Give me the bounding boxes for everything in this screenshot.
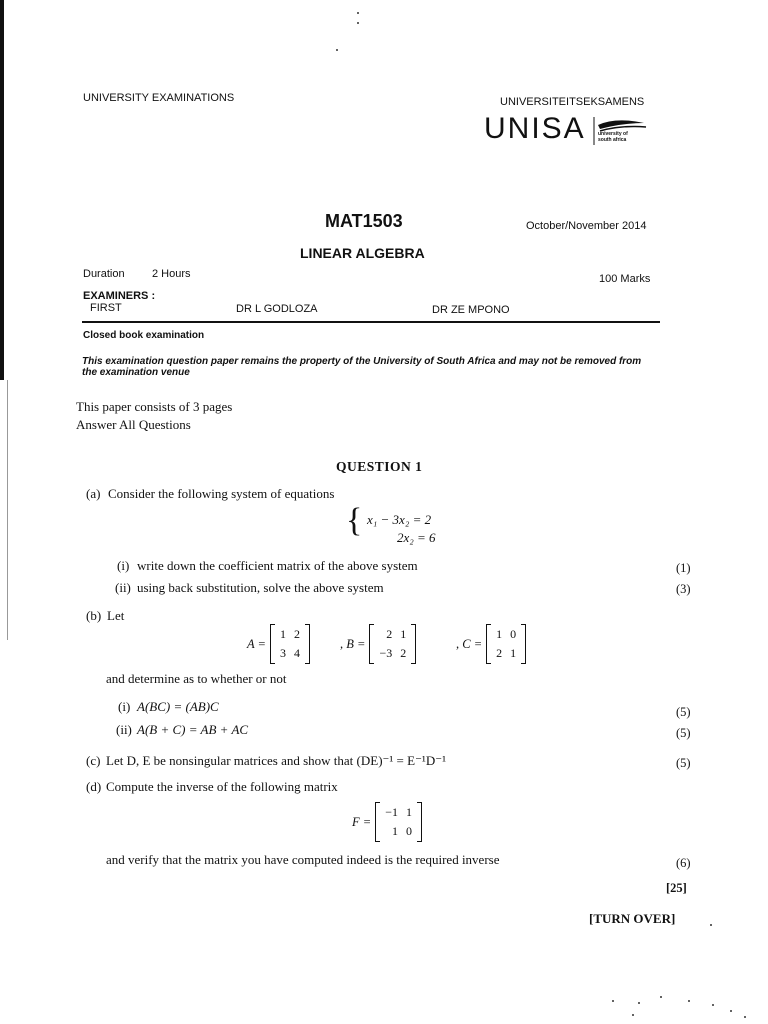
- part-c-label: (c): [86, 753, 101, 768]
- total-marks: 100 Marks: [599, 273, 651, 285]
- part-b-i-label: (i): [118, 699, 131, 714]
- header-left: UNIVERSITY EXAMINATIONS: [83, 92, 235, 104]
- course-title: LINEAR ALGEBRA: [300, 245, 425, 261]
- matrix-b-cell: 2: [386, 627, 393, 641]
- part-a-ii-marks: (3): [676, 582, 691, 596]
- matrix-f-cell: 1: [391, 824, 398, 838]
- header-right: UNIVERSITEITSEKSAMENS: [500, 96, 645, 108]
- part-a-i-text: write down the coefficient matrix of the above system: [137, 558, 418, 573]
- part-d-verify: and verify that the matrix you have computed indeed is the required inverse: [106, 852, 500, 867]
- matrix-b-cell: 2: [400, 646, 407, 660]
- matrix-a-label: A =: [247, 636, 266, 651]
- matrix-f-cell: 0: [405, 824, 412, 838]
- matrix-c-cell: 2: [496, 646, 503, 660]
- matrix-f-label: F =: [352, 814, 372, 829]
- scan-edge-line: [7, 380, 8, 640]
- part-b-ii-marks: (5): [676, 726, 691, 740]
- part-a-label: (a): [86, 486, 101, 501]
- matrix-b-label: , B =: [340, 636, 366, 651]
- pages-note: This paper consists of 3 pages: [76, 399, 233, 414]
- matrix-a-cell: 3: [279, 646, 286, 660]
- part-d-label: (d): [86, 779, 102, 794]
- part-b-i-marks: (5): [676, 705, 691, 719]
- scan-speck: [612, 1000, 614, 1002]
- part-b-label: (b): [86, 608, 102, 623]
- matrix-f-cell: 1: [405, 805, 412, 819]
- scan-speck: [638, 1002, 640, 1004]
- scan-speck: [357, 12, 359, 14]
- exam-session: October/November 2014: [526, 220, 647, 232]
- equation-1: x₁ − 3x₂ = 2: [367, 512, 432, 527]
- scan-edge-bar: [0, 0, 4, 380]
- turn-over: [TURN OVER]: [589, 911, 676, 926]
- examiners-label: EXAMINERS :: [83, 290, 156, 302]
- matrix-c-cell: 1: [510, 646, 517, 660]
- part-b-ii-text: A(B + C) = AB + AC: [137, 722, 249, 737]
- scan-speck: [660, 996, 662, 998]
- header-rule: [82, 321, 660, 323]
- examiner-1: DR L GODLOZA: [236, 303, 318, 315]
- examiner-2: DR ZE MPONO: [432, 304, 510, 316]
- matrix-c-cell: 1: [496, 627, 503, 641]
- property-notice: This examination question paper remains the property of the University of South Africa and may not be removed from the examination venue: [82, 356, 642, 378]
- first-examiner-label: FIRST: [90, 302, 122, 314]
- equation-brace-icon: {: [346, 502, 363, 539]
- matrix-c-cell: 0: [510, 627, 517, 641]
- part-d-text: Compute the inverse of the following matrix: [106, 779, 338, 794]
- scan-speck: [336, 49, 338, 51]
- scan-speck: [744, 1016, 746, 1018]
- logo-subtitle: university of south africa: [598, 131, 628, 143]
- matrix-b-cell: 1: [400, 627, 407, 641]
- part-a-text: Consider the following system of equations: [108, 486, 335, 501]
- matrix-f: [352, 802, 422, 842]
- part-b-text: Let: [107, 608, 125, 623]
- part-a-i-label: (i): [117, 558, 130, 573]
- equation-2: 2x₂ = 6: [397, 530, 436, 545]
- matrix-b: [340, 624, 416, 664]
- question-total: [25]: [666, 881, 687, 895]
- part-c-marks: (5): [676, 756, 691, 770]
- part-a-i-marks: (1): [676, 561, 691, 575]
- matrix-a: [247, 624, 310, 664]
- duration-label: Duration: [83, 268, 125, 280]
- matrix-c-label: , C =: [456, 636, 483, 651]
- course-code: MAT1503: [325, 211, 403, 231]
- closed-book-notice: Closed book examination: [83, 330, 205, 341]
- part-c-text: Let D, E be nonsingular matrices and show that (DE)⁻¹ = E⁻¹D⁻¹: [106, 753, 446, 768]
- scan-speck: [730, 1010, 732, 1012]
- part-d-marks: (6): [676, 856, 691, 870]
- matrix-b-cell: −3: [379, 646, 393, 660]
- matrix-c: [456, 624, 526, 664]
- matrix-a-cell: 1: [279, 627, 286, 641]
- logo-wordmark: UNISA: [484, 112, 586, 145]
- part-a-ii-text: using back substitution, solve the above system: [137, 580, 384, 595]
- scan-speck: [688, 1000, 690, 1002]
- scan-speck: [632, 1014, 634, 1016]
- matrix-a-cell: 2: [293, 627, 300, 641]
- matrix-f-cell: −1: [385, 805, 398, 819]
- part-b-ii-label: (ii): [116, 722, 132, 737]
- matrix-a-cell: 4: [293, 646, 300, 660]
- part-a-ii-label: (ii): [115, 580, 131, 595]
- scan-speck: [357, 22, 359, 24]
- instruction: Answer All Questions: [76, 417, 191, 432]
- question-title: QUESTION 1: [336, 459, 423, 474]
- scan-speck: [712, 1004, 714, 1006]
- duration-value: 2 Hours: [152, 268, 191, 280]
- part-b-i-text: A(BC) = (AB)C: [137, 699, 219, 714]
- scan-speck: [710, 924, 712, 926]
- part-b-determine: and determine as to whether or not: [106, 671, 287, 686]
